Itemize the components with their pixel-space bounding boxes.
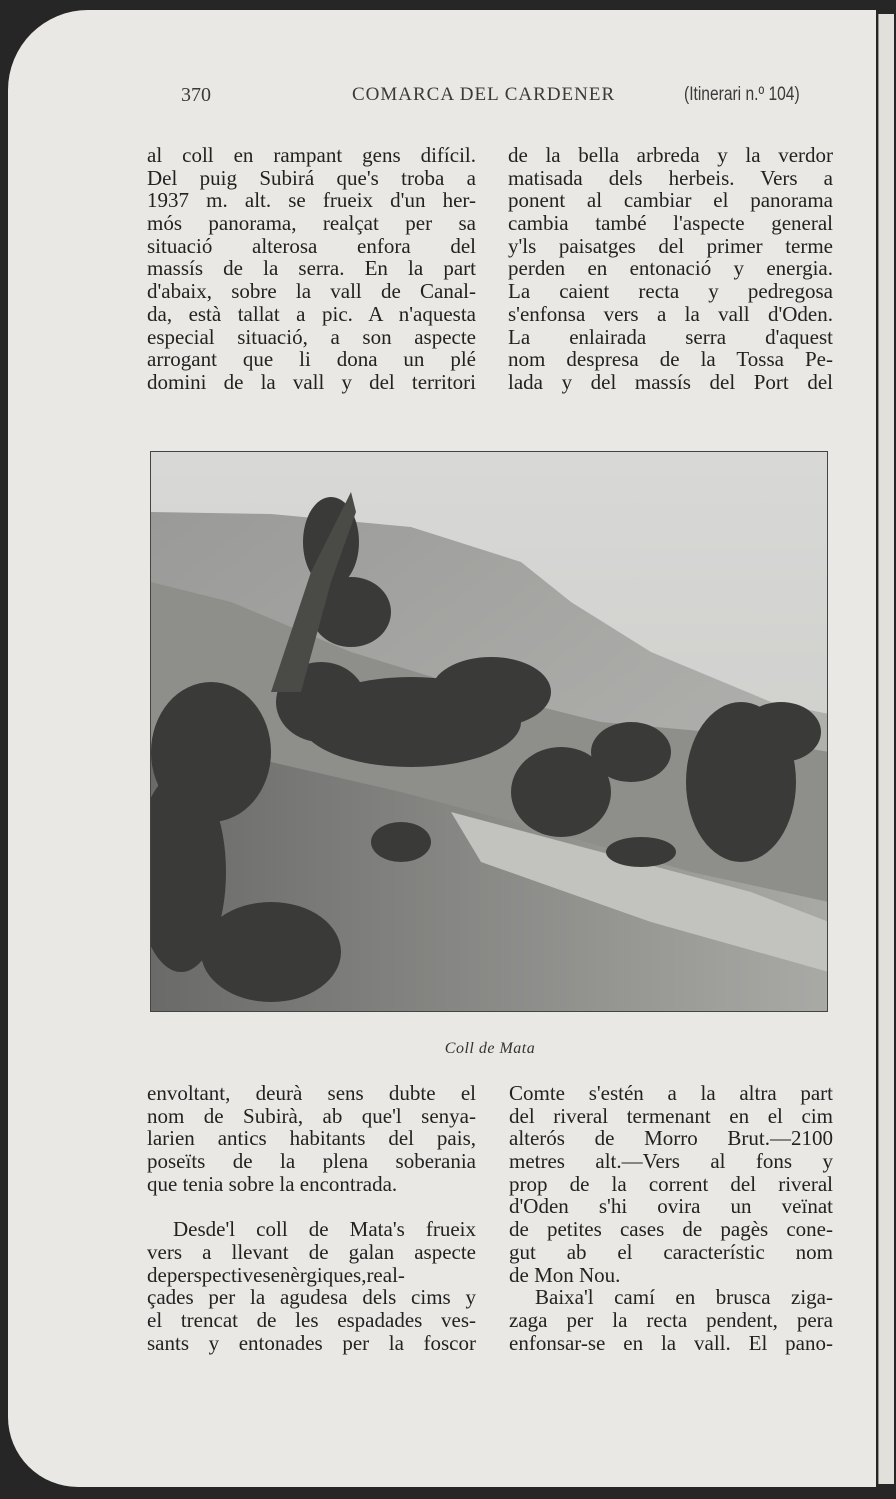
text-line: alterós de Morro Brut.—2100 (509, 1126, 833, 1151)
text-line: domini de la vall y del territori (147, 369, 476, 394)
text-line: La enlairada serra d'aquest (508, 324, 833, 349)
text-line: deperspectivesenèrgiques,real- (147, 1262, 405, 1287)
text-line: d'Oden s'hi ovira un veïnat (509, 1194, 833, 1219)
text-line: Desde'l coll de Mata's frueix (173, 1217, 476, 1242)
text-line: gut ab el característic nom (509, 1239, 833, 1264)
text-line: lada y del massís del Port del (508, 369, 833, 394)
text-line: metres alt.—Vers al fons y (509, 1149, 833, 1174)
text-line: Baixa'l camí en brusca ziga- (535, 1285, 833, 1310)
photo-coll-de-mata (150, 451, 828, 1012)
text-line: el trencat de les espadades ves- (147, 1307, 476, 1332)
text-line: vers a llevant de galan aspecte (147, 1239, 476, 1264)
bottom-right-column (509, 1082, 833, 1354)
text-line: situació alterosa enfora del (147, 233, 476, 258)
page-edge (878, 14, 894, 1484)
text-line: del riveral termenant en el cim (509, 1103, 833, 1128)
text-line: de la bella arbreda y la verdor (508, 143, 833, 167)
text-line: que tenia sobre la encontrada. (147, 1171, 398, 1196)
text-line: poseïts de la plena soberania (147, 1149, 476, 1174)
text-line: nom de Subirà, ab que'l senya- (147, 1103, 476, 1128)
text-line: sants y entonades per la foscor (147, 1330, 476, 1355)
text-line: 1937 m. alt. se frueix d'un her- (147, 188, 476, 213)
text-line: envoltant, deurà sens dubte el (147, 1081, 476, 1105)
bottom-left-column (147, 1082, 476, 1354)
text-line: zaga per la recta pendent, pera (509, 1307, 833, 1332)
running-title: COMARCA DEL CARDENER (352, 84, 616, 105)
photo-caption: Coll de Mata (444, 1040, 536, 1057)
page-number: 370 (181, 84, 211, 106)
text-line: perden en entonació y energia. (508, 256, 833, 281)
text-line: La caient recta y pedregosa (508, 279, 833, 304)
text-line: d'abaix, sobre la vall de Canal- (147, 279, 476, 304)
text-line: enfonsar-se en la vall. El pano- (509, 1330, 833, 1355)
text-line: cambia també l'aspecte general (508, 211, 833, 236)
text-line: matisada dels herbeis. Vers a (508, 165, 833, 190)
text-line: prop de la corrent del riveral (509, 1171, 833, 1196)
text-line: de Mon Nou. (509, 1262, 621, 1287)
text-line: arrogant que li dona un plé (147, 347, 476, 372)
text-line: s'enfonsa vers a la vall d'Oden. (508, 301, 833, 326)
text-line: y'ls paisatges del primer terme (508, 233, 833, 258)
text-line: Comte s'estén a la altra part (509, 1081, 833, 1105)
text-line: Del puig Subirá que's troba a (147, 165, 476, 190)
text-line: mós panorama, realçat per sa (147, 211, 476, 236)
top-left-column (147, 144, 476, 394)
text-line: al coll en rampant gens difícil. (147, 143, 476, 167)
text-line: massís de la serra. En la part (147, 256, 476, 281)
top-right-column (508, 144, 833, 394)
text-line: larien antics habitants del pais, (147, 1126, 476, 1151)
itinerary-number: (Itinerari n.º 104) (684, 84, 800, 105)
text-line: çades per la agudesa dels cims y (147, 1285, 476, 1310)
text-line: nom despresa de la Tossa Pe- (508, 347, 833, 372)
text-line: de petites cases de pagès cone- (509, 1217, 833, 1242)
text-line: da, està tallat a pic. A n'aquesta (147, 301, 476, 326)
text-line: ponent al cambiar el panorama (508, 188, 833, 213)
text-line: especial situació, a son aspecte (147, 324, 476, 349)
